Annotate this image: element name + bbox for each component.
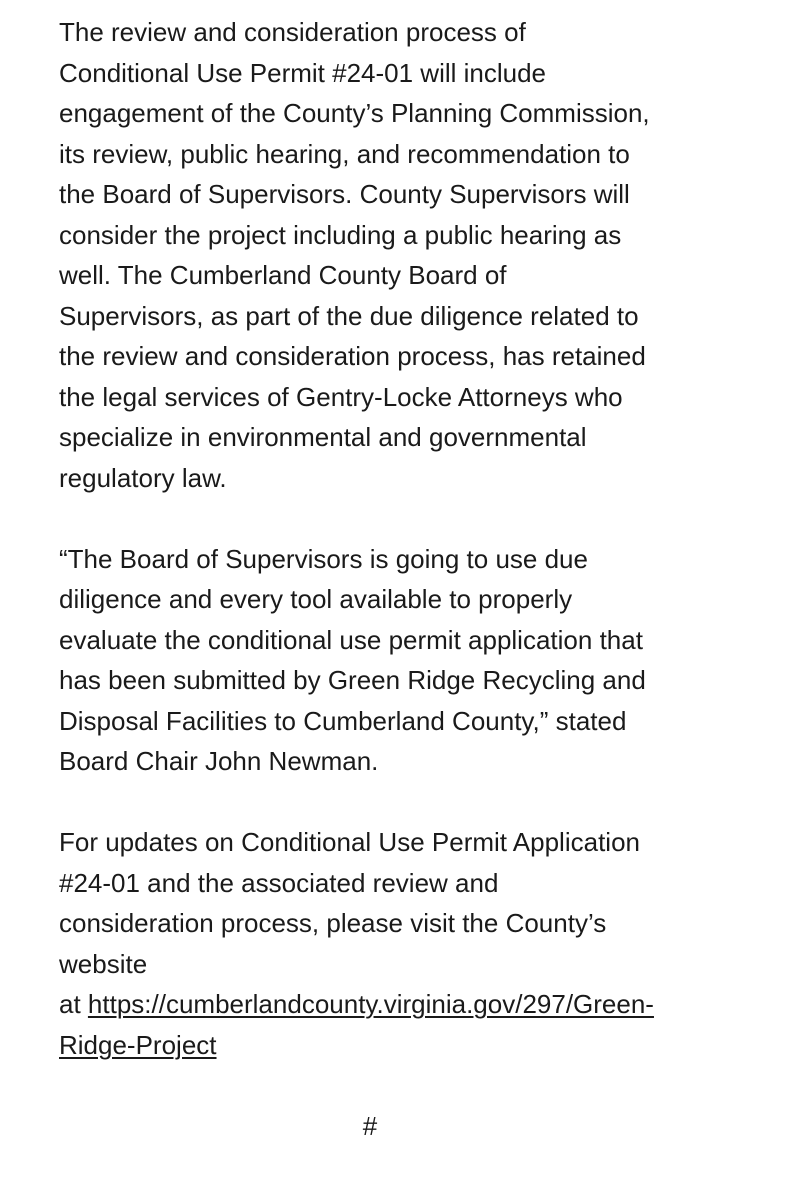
paragraph-board-quote: “The Board of Supervisors is going to use due diligence and every tool available to properly evaluate the conditional use permit application that has been submitted by Green Ridge Recycling and Disposal Facilities to Cumberland County,” stated Board Chair John Newman. xyxy=(59,543,646,776)
paragraph-review-process: The review and consideration process of Conditional Use Permit #24-01 will include engagement of the County’s Planning Commission, its review, public hearing, and recommendation to the Board of Supervisors. County Supervisors will consider the project including a public hearing as well. The Cumberland County Board of Supervisors, as part of the due diligence related to the review and consideration process, has retained the legal services of Gentry-Locke Attorneys who specialize in environmental and governmental regulatory law. xyxy=(59,17,650,493)
paragraph-updates xyxy=(59,822,759,1065)
link-text-line-1[interactable]: https://cumberlandcounty.virginia.gov/297/Green- xyxy=(87,989,654,1019)
updates-text: For updates on Conditional Use Permit Application #24-01 and the associated review and consideration process, please visit the County’s website at xyxy=(59,827,640,1019)
link-text-line-2[interactable]: Ridge-Project xyxy=(59,1029,217,1060)
end-of-release-mark: # xyxy=(362,1110,378,1141)
project-website-link[interactable] xyxy=(59,989,654,1060)
press-release-body xyxy=(59,12,759,1146)
